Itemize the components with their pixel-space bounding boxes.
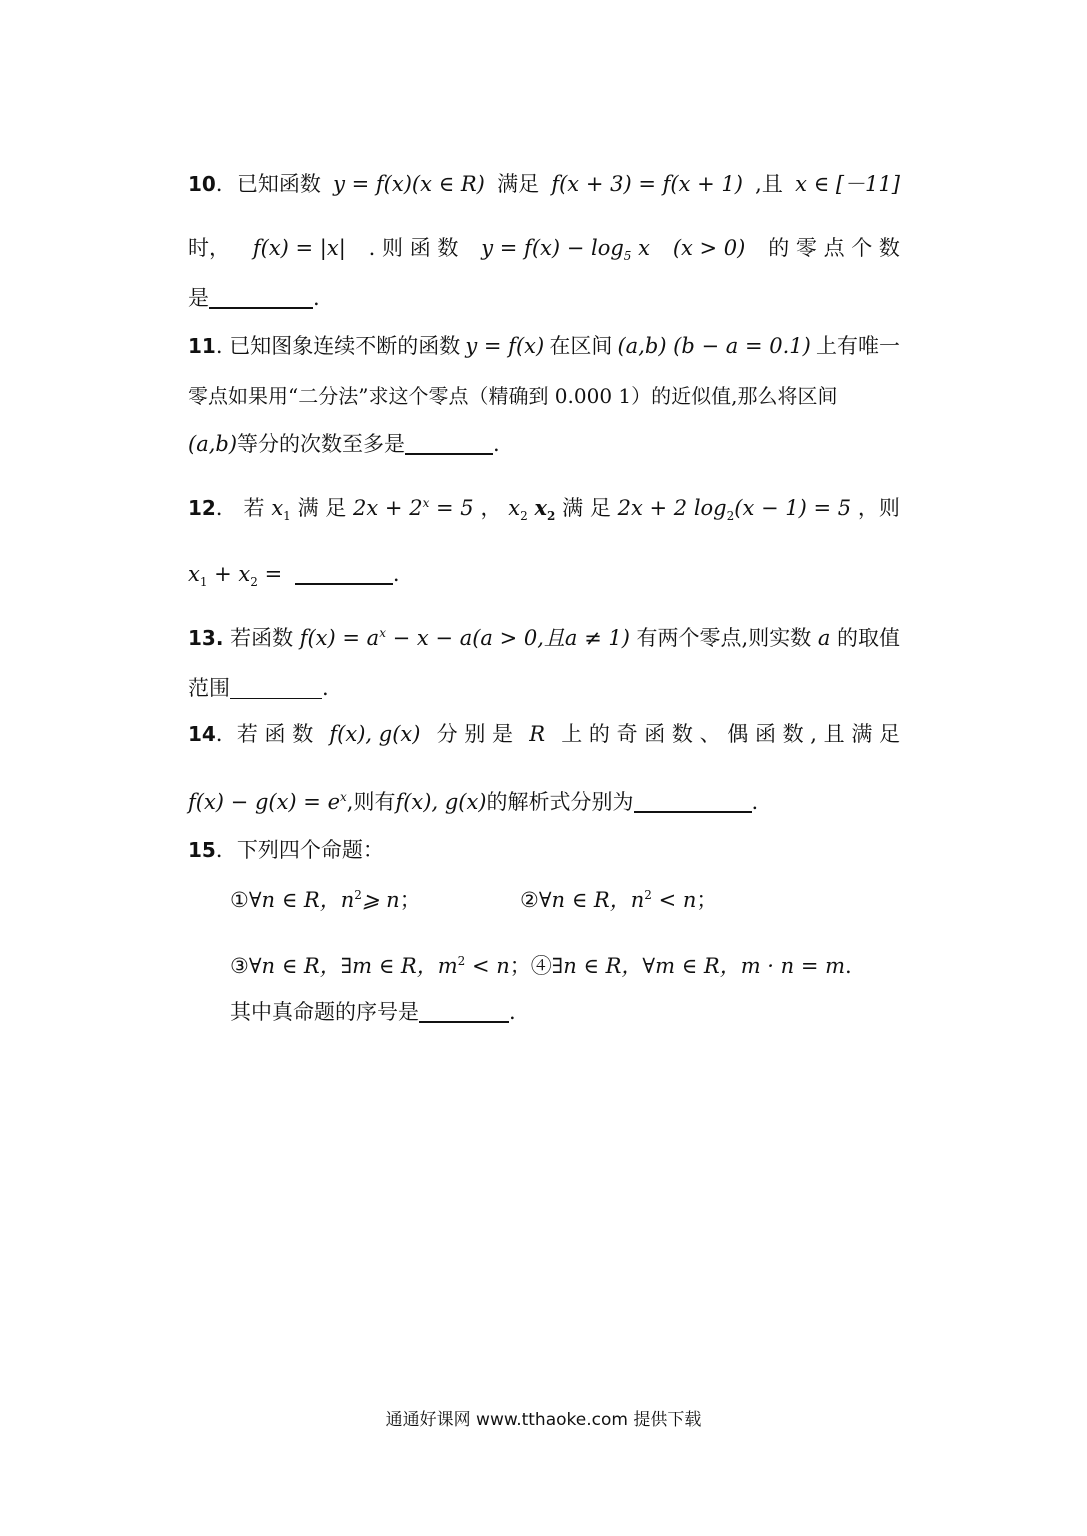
circled-number: ② [520, 888, 539, 912]
q12-subscript: 1 [199, 575, 208, 590]
q13-text: 若函数 [230, 626, 294, 650]
q13-math: − x − a(a > 0,且a ≠ 1) [385, 626, 630, 650]
q13-text: . [322, 676, 329, 700]
q14-text: 分 别 是 [436, 722, 513, 746]
q12-subscript: 2 [520, 509, 528, 524]
q14-math: f(x), g(x) [395, 790, 487, 814]
q12-math: (x − 1) = 5 [734, 496, 852, 520]
q12-line1 [188, 494, 900, 522]
q15-math: ∀n ∈ R，∃m ∈ R，m [248, 954, 458, 978]
q15-line1 [188, 836, 900, 864]
q12-math: = [257, 562, 283, 586]
q12-math: x [508, 496, 521, 520]
q15-math: < n [465, 954, 510, 978]
q11-number: 11 [188, 334, 216, 358]
q12-math: 2x + 2 log [617, 496, 727, 520]
q10-line2 [188, 234, 900, 262]
circled-number: ① [230, 888, 249, 912]
q14-text: 上 的 奇 函 数 、 偶 函 数 , 且 满 足 [561, 722, 900, 746]
q14-superscript: x [340, 790, 347, 804]
q15-number: 15 [188, 838, 216, 862]
q11-math: (a,b) (b − a = 0.1) [617, 334, 811, 358]
answer-blank[interactable] [295, 561, 393, 585]
q15-math: ∀n ∈ R，n [538, 888, 645, 912]
q12-text: . [392, 562, 400, 586]
q10-text: ．已知函数 [215, 172, 321, 196]
q13-superscript: x [379, 626, 386, 640]
q10-math: f(x + 3) = f(x + 1) [551, 172, 743, 196]
q13-math: f(x) = a [299, 626, 380, 650]
q15-text: . [845, 954, 852, 978]
q11-line3 [188, 430, 900, 458]
q15-text: ； [399, 888, 421, 912]
answer-blank[interactable] [634, 789, 752, 813]
q14-number: 14 [188, 722, 216, 746]
q12-superscript: x [422, 496, 430, 510]
q12-subscript: 2 [547, 509, 556, 524]
q14-text: ．若 函 数 [215, 722, 314, 746]
q13-text: 范围 [188, 676, 230, 700]
q14-line1 [188, 720, 900, 748]
q13-math: a [817, 626, 831, 650]
q15-superscript: 2 [354, 888, 362, 902]
q10-math: f(x) = |x| [252, 236, 346, 260]
q14-line2 [188, 788, 900, 816]
q12-math: 2x + 2 [353, 496, 423, 520]
q15-text: ； [696, 888, 718, 912]
q13-text: 的取值 [836, 626, 900, 650]
q10-line3 [188, 284, 900, 312]
q14-math: f(x), g(x) [329, 722, 421, 746]
q12-subscript: 1 [283, 509, 291, 524]
q12-text: 满 足 [562, 496, 611, 520]
proposition-4 [531, 954, 852, 978]
q10-text: ,且 [755, 172, 783, 196]
q12-math: = 5 [436, 496, 474, 520]
q12-text: ． 若 [215, 496, 265, 520]
q10-math: x [638, 236, 650, 260]
q15-math: < n [651, 888, 697, 912]
q13-line2 [188, 674, 900, 702]
q12-text: 满 足 [297, 496, 347, 520]
q10-math: y = f(x) − log [481, 236, 624, 260]
q10-line1 [188, 170, 900, 198]
q14-text: 的解析式分别为 [486, 790, 634, 814]
answer-blank[interactable] [405, 431, 493, 455]
q10-math: x ∈ [－11] [795, 172, 900, 196]
q13-line1 [188, 624, 900, 652]
q12-number: 12 [188, 496, 216, 520]
answer-blank[interactable] [209, 285, 313, 309]
q11-line2 [188, 382, 900, 410]
q12-text: ， [480, 496, 502, 520]
circled-number: ③ [230, 954, 249, 978]
q10-text: . [313, 286, 320, 310]
q12-math: x [534, 495, 548, 520]
q10-number: 10 [188, 172, 216, 196]
q14-math: R [529, 722, 546, 746]
q13-text: 有两个零点,则实数 [636, 626, 812, 650]
q14-text: ,则有 [346, 790, 396, 814]
q12-math: x [271, 496, 284, 520]
q10-math: y = f(x)(x ∈ R) [333, 172, 485, 196]
q15-text: 其中真命题的序号是 [230, 1000, 419, 1024]
q15-text: ； [509, 954, 531, 978]
q11-text: 上有唯一 [815, 334, 900, 358]
proposition-1 [230, 886, 520, 914]
q12-math: + x [207, 562, 251, 586]
circled-number: ④ [530, 954, 552, 978]
q15-text: ．下列四个命题： [215, 838, 384, 862]
q10-text: 的 零 点 个 数 [768, 236, 900, 260]
proposition-3 [230, 954, 531, 978]
q11-line1 [188, 332, 900, 360]
q12-subscript: 2 [250, 575, 258, 590]
q15-superscript: 2 [644, 888, 652, 902]
q15-propositions-row2 [230, 952, 900, 980]
q10-text: 满足 [497, 172, 540, 196]
q10-subscript: 5 [623, 249, 632, 264]
q15-superscript: 2 [457, 954, 466, 968]
proposition-2 [520, 888, 717, 912]
q14-math: f(x) − g(x) = e [188, 790, 340, 814]
q10-text: 是 [188, 286, 209, 310]
q11-text: . [493, 432, 500, 456]
page-footer: 通通好课网 www.tthaoke.com 提供下载 [385, 1410, 702, 1430]
q10-text: . 则 函 数 [368, 236, 459, 260]
q15-propositions-row1 [230, 886, 900, 914]
q15-answer-line [230, 998, 900, 1026]
q11-text: 等分的次数至多是 [237, 432, 406, 456]
answer-blank[interactable] [419, 999, 509, 1023]
q11-text: 在区间 [549, 334, 613, 358]
q10-text: 时， [188, 236, 230, 260]
q12-subscript: 2 [726, 509, 735, 524]
q14-text: . [751, 790, 759, 814]
q15-math: ⩾ n [361, 888, 400, 912]
answer-blank[interactable] [230, 676, 322, 699]
q15-text: . [509, 1000, 516, 1024]
q12-line2 [188, 560, 900, 588]
q13-number: 13. [188, 626, 224, 650]
q11-text: 零点如果用“二分法”求这个零点（精确到 0.000 1）的近似值,那么将区间 [188, 384, 838, 408]
q12-math: x [188, 562, 200, 586]
q15-math: ∃n ∈ R，∀m ∈ R，m · n = m [551, 954, 846, 978]
q15-math: ∀n ∈ R，n [248, 888, 355, 912]
q12-text: ，则 [857, 496, 900, 520]
q11-math: (a,b) [188, 432, 238, 456]
q11-text: . 已知图象连续不断的函数 [215, 334, 461, 358]
q10-math: (x > 0) [672, 236, 746, 260]
q11-math: y = f(x) [465, 334, 545, 358]
